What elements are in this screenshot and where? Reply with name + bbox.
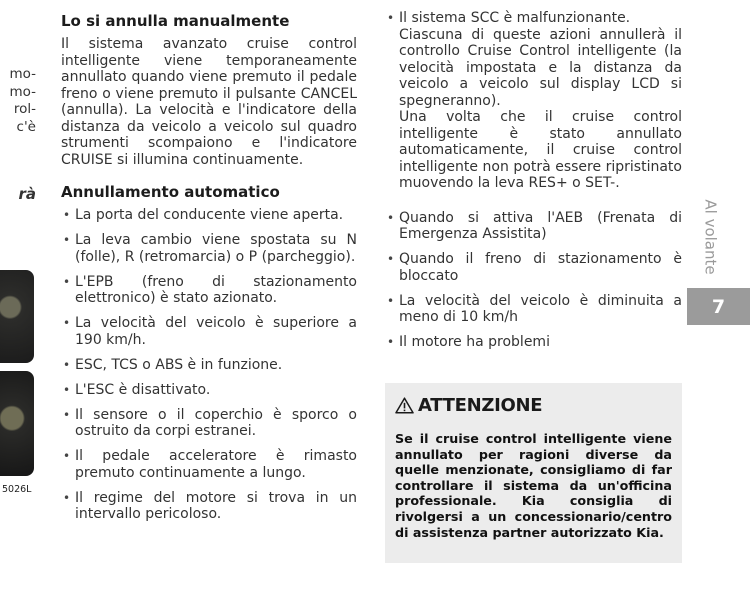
list-item: • Quando si attiva l'AEB (Frenata di Emergenza Assistita) (385, 210, 682, 243)
list-item: • La leva cambio viene spostata su N (folle), R (retromarcia) o P (parcheggio). (61, 232, 357, 265)
warning-box (385, 383, 682, 563)
section-title-manual: Lo si annulla manualmente (61, 12, 290, 30)
chapter-number-tab: 7 (687, 288, 750, 325)
dashboard-photo-top (0, 270, 34, 363)
scc-note-paragraph-2: Una volta che il cruise control intelligente è stato annullato automaticamente, il cruise control intelligente non potrà essere ripristinato muovendo la leva RES+ o SET-. (399, 109, 682, 191)
manual-cancel-paragraph: Il sistema avanzato cruise control intelligente viene temporaneamente annullato quando viene premuto il pedale freno o viene premuto il pulsante CANCEL (annulla). La velocità e l'indicatore della distanza da veicolo a veicolo sul quadro strumenti scompaiono e l'indicatore CRUISE si illumina continuamente. (61, 36, 357, 168)
margin-fragment: rol- (13, 101, 36, 117)
warning-text: Se il cruise control intelligente viene annullato per ragioni diverse da quelle menzionate, consigliamo di far controllare il sistema da un'officina professionale. Kia consiglia di rivolgersi a un concessionario/centro di assistenza partner autorizzato Kia. (395, 431, 672, 540)
list-item: • Il motore ha problemi (385, 334, 682, 351)
list-item: • L'EPB (freno di stazionamento elettronico) è stato azionato. (61, 274, 357, 307)
list-item-scc (385, 10, 682, 192)
warning-triangle-icon (395, 397, 414, 414)
list-item: • Il sensore o il coperchio è sporco o ostruito da corpi estranei. (61, 407, 357, 440)
column-left (61, 12, 357, 531)
scc-malfunction-text: Il sistema SCC è malfunzionante. (399, 10, 631, 26)
list-item: • L'ESC è disattivato. (61, 382, 357, 399)
list-item: • ESC, TCS o ABS è in funzione. (61, 357, 357, 374)
automatic-cancel-list-continued (385, 10, 682, 351)
scc-note-paragraph-1: Ciascuna di queste azioni annullerà il controllo Cruise Control intelligente (la velocità impostata e la distanza da veicolo a veicolo sul display LCD si spegneranno). (399, 26, 682, 109)
list-item: • La velocità del veicolo è superiore a 190 km/h. (61, 315, 357, 348)
automatic-cancel-list (61, 207, 357, 523)
list-item: • La porta del conducente viene aperta. (61, 207, 357, 224)
list-item: • La velocità del veicolo è diminuita a meno di 10 km/h (385, 293, 682, 326)
dashboard-photo-bottom (0, 371, 34, 476)
list-item: • Il pedale acceleratore è rimasto premuto continuamente a lungo. (61, 448, 357, 481)
chapter-side-label (700, 197, 722, 277)
margin-fragment: mo- (9, 84, 36, 100)
chapter-label-text: Al volante (702, 199, 721, 275)
margin-fragment: c'è (16, 119, 36, 135)
image-caption: 5026L (2, 484, 32, 495)
list-item: • Quando il freno di stazionamento è bloccato (385, 251, 682, 284)
column-right (385, 10, 682, 359)
list-item: • Il regime del motore si trova in un intervallo pericoloso. (61, 490, 357, 523)
margin-bold-fragment: rà (18, 185, 36, 203)
section-title-automatic: Annullamento automatico (61, 183, 280, 201)
margin-fragment: mo- (9, 66, 36, 82)
warning-heading (395, 395, 672, 416)
warning-title: ATTENZIONE (418, 395, 543, 416)
left-margin-strip (0, 0, 42, 602)
